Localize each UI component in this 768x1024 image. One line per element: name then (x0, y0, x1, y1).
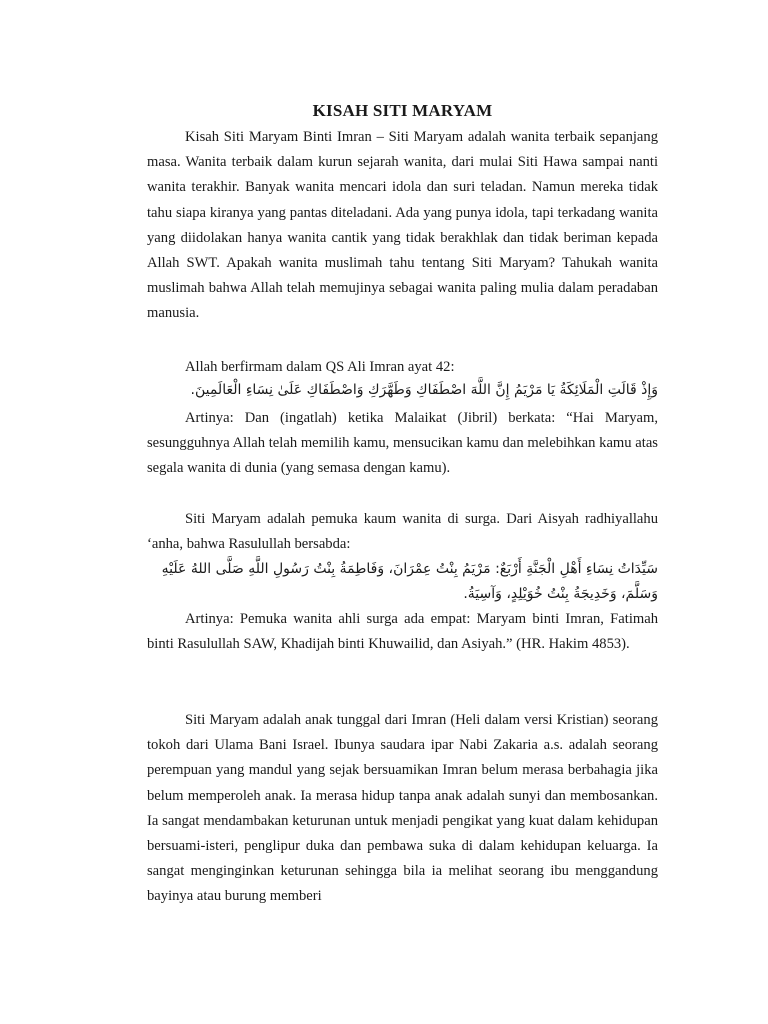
paragraph-verse-intro: Allah berfirmam dalam QS Ali Imran ayat 42: (185, 359, 455, 375)
paragraph-verse-translation: Artinya: Dan (ingatlah) ketika Malaikat (Jibril) berkata: “Hai Maryam, sesungguhnya Allah telah memilih kamu, mensucikan kamu dan melebihkan kamu atas segala wanita di dunia (yang semasa dengan kamu). (147, 410, 658, 477)
paragraph-family-background: Siti Maryam adalah anak tunggal dari Imran (Heli dalam versi Kristian) seorang tokoh dari Ulama Bani Israel. Ibunya saudara ipar Nabi Zakaria a.s. adalah seorang perempuan yang mandul yang sejak bersuamikan Imran belum merasa berbahagia jika belum memperoleh anak. Ia merasa hidup tanpa anak adalah sunyi dan membosankan. Ia sangat mendambakan keturunan untuk menjadi pengikat yang kuat dalam kehidupan bersuami-isteri, penglipur duka dan pembawa suka di dalam kehidupan keluarga. Ia sangat menginginkan keturunan sehingga bila ia melihat seorang ibu menggandung bayinya atau burung memberi (147, 712, 658, 905)
document-title: KISAH SITI MARYAM (312, 101, 493, 120)
arabic-verse: وَإِذْ قَالَتِ الْمَلَائِكَةُ يَا مَرْيَمُ إِنَّ اللَّهَ اصْطَفَاكِ وَطَهَّرَكِ وَاصْطَفَاكِ عَلَىٰ نِسَاءِ الْعَالَمِينَ. (190, 382, 658, 398)
paragraph-hadith-intro: Siti Maryam adalah pemuka kaum wanita di surga. Dari Aisyah radhiyallahu ‘anha, bahwa Rasulullah bersabda: (147, 511, 658, 553)
arabic-hadith: سَيِّدَاتُ نِسَاءِ أَهْلِ الْجَنَّةِ أَرْبَعٌ: مَرْيَمُ بِنْتُ عِمْرَانَ، وَفَاطِمَةُ بِنْتُ رَسُولِ اللَّهِ صَلَّى اللهُ عَلَيْهِ وَسَلَّمَ، وَخَدِيجَةُ بِنْتُ خُوَيْلِدٍ، وَآسِيَةُ. (161, 561, 658, 603)
paragraph-hadith-translation: Artinya: Pemuka wanita ahli surga ada empat: Maryam binti Imran, Fatimah binti Rasulullah SAW, Khadijah binti Khuwailid, dan Asiyah.” (HR. Hakim 4853). (147, 611, 658, 653)
paragraph-intro: Kisah Siti Maryam Binti Imran – Siti Maryam adalah wanita terbaik sepanjang masa. Wanita terbaik dalam kurun sejarah wanita, dari mulai Siti Hawa sampai nanti wanita terakhir. Banyak wanita mencari idola dan suri teladan. Namun mereka tidak tahu siapa kiranya yang pantas diteladani. Ada yang punya idola, tapi terkadang wanita yang diidolakan hanya wanita cantik yang tidak berakhlak dan tidak beriman kepada Allah SWT. Apakah wanita muslimah tahu tentang Siti Maryam? Tahukah wanita muslimah bahwa Allah telah memujinya sebagai wanita paling mulia dalam peradaban manusia. (147, 129, 658, 322)
